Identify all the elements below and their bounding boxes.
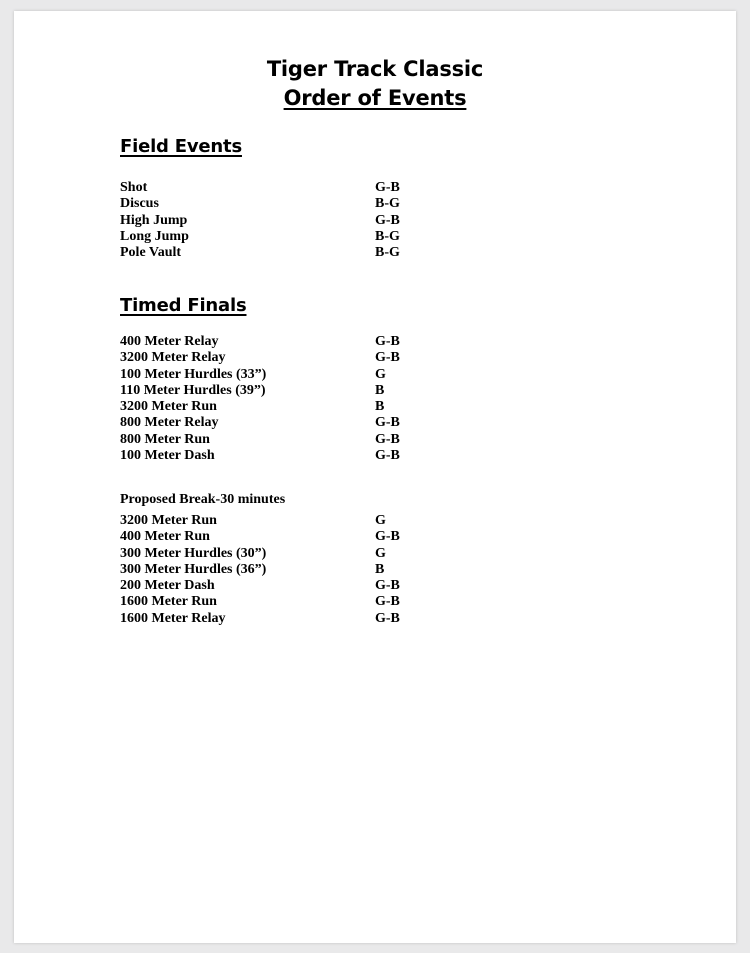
event-name: Discus (120, 196, 159, 212)
event-row (120, 245, 540, 261)
event-row (120, 562, 540, 578)
timed-finals-list-before-break (120, 334, 540, 464)
event-gender: B-G (375, 245, 400, 261)
event-row (120, 367, 540, 383)
event-name: Long Jump (120, 228, 189, 244)
document-subtitle (14, 84, 736, 112)
event-gender: G (375, 366, 386, 382)
event-row (120, 611, 540, 627)
event-row (120, 546, 540, 562)
event-row (120, 399, 540, 415)
event-row (120, 513, 540, 529)
event-name: 3200 Meter Relay (120, 350, 226, 366)
event-gender: B (375, 399, 385, 415)
event-name: 800 Meter Relay (120, 415, 219, 431)
event-name: 400 Meter Relay (120, 334, 219, 349)
event-name: 110 Meter Hurdles (39”) (120, 382, 266, 398)
event-name: 800 Meter Run (120, 431, 210, 447)
event-row (120, 334, 540, 350)
field-events-list (120, 180, 540, 261)
event-gender: G-B (375, 212, 400, 228)
event-gender: G-B (375, 180, 400, 195)
timed-finals-list-after-break (120, 513, 540, 627)
event-name: 3200 Meter Run (120, 513, 217, 528)
break-note: Proposed Break-30 minutes (120, 492, 286, 507)
document-title: Tiger Track Classic (266, 57, 484, 81)
event-gender: B (375, 561, 385, 577)
event-row (120, 529, 540, 545)
event-gender: B-G (375, 228, 400, 244)
event-gender: G-B (375, 594, 400, 610)
event-row (120, 448, 540, 464)
event-gender: G-B (375, 431, 400, 447)
field-events-heading: Field Events (120, 136, 242, 157)
timed-finals-heading: Timed Finals (120, 295, 247, 316)
event-name: 100 Meter Hurdles (33”) (120, 366, 267, 382)
event-name: 3200 Meter Run (120, 399, 217, 415)
event-name: High Jump (120, 212, 188, 228)
event-name: Pole Vault (120, 245, 182, 261)
event-name: 400 Meter Run (120, 529, 210, 545)
event-name: 1600 Meter Run (120, 594, 217, 610)
event-name: 300 Meter Hurdles (30”) (120, 545, 267, 561)
event-gender: B (375, 382, 385, 398)
event-gender: B-G (375, 196, 400, 212)
event-gender: G-B (375, 334, 400, 349)
event-row (120, 350, 540, 366)
document-subtitle-text: Order of Events (283, 86, 467, 110)
event-row (120, 578, 540, 594)
event-name: 300 Meter Hurdles (36”) (120, 561, 267, 577)
event-gender: G-B (375, 350, 400, 366)
event-row (120, 594, 540, 610)
event-gender: G-B (375, 610, 400, 626)
event-row (120, 180, 540, 196)
event-name: 100 Meter Dash (120, 448, 215, 464)
event-gender: G (375, 545, 386, 561)
event-row (120, 229, 540, 245)
event-name: Shot (120, 180, 148, 195)
event-row (120, 213, 540, 229)
event-gender: G (375, 513, 386, 528)
event-name: 200 Meter Dash (120, 578, 215, 594)
event-gender: G-B (375, 448, 400, 464)
event-name: 1600 Meter Relay (120, 610, 226, 626)
event-row (120, 383, 540, 399)
document-page (14, 11, 736, 943)
event-gender: G-B (375, 578, 400, 594)
event-gender: G-B (375, 415, 400, 431)
event-gender: G-B (375, 529, 400, 545)
event-row (120, 196, 540, 212)
event-row (120, 415, 540, 431)
event-row (120, 432, 540, 448)
